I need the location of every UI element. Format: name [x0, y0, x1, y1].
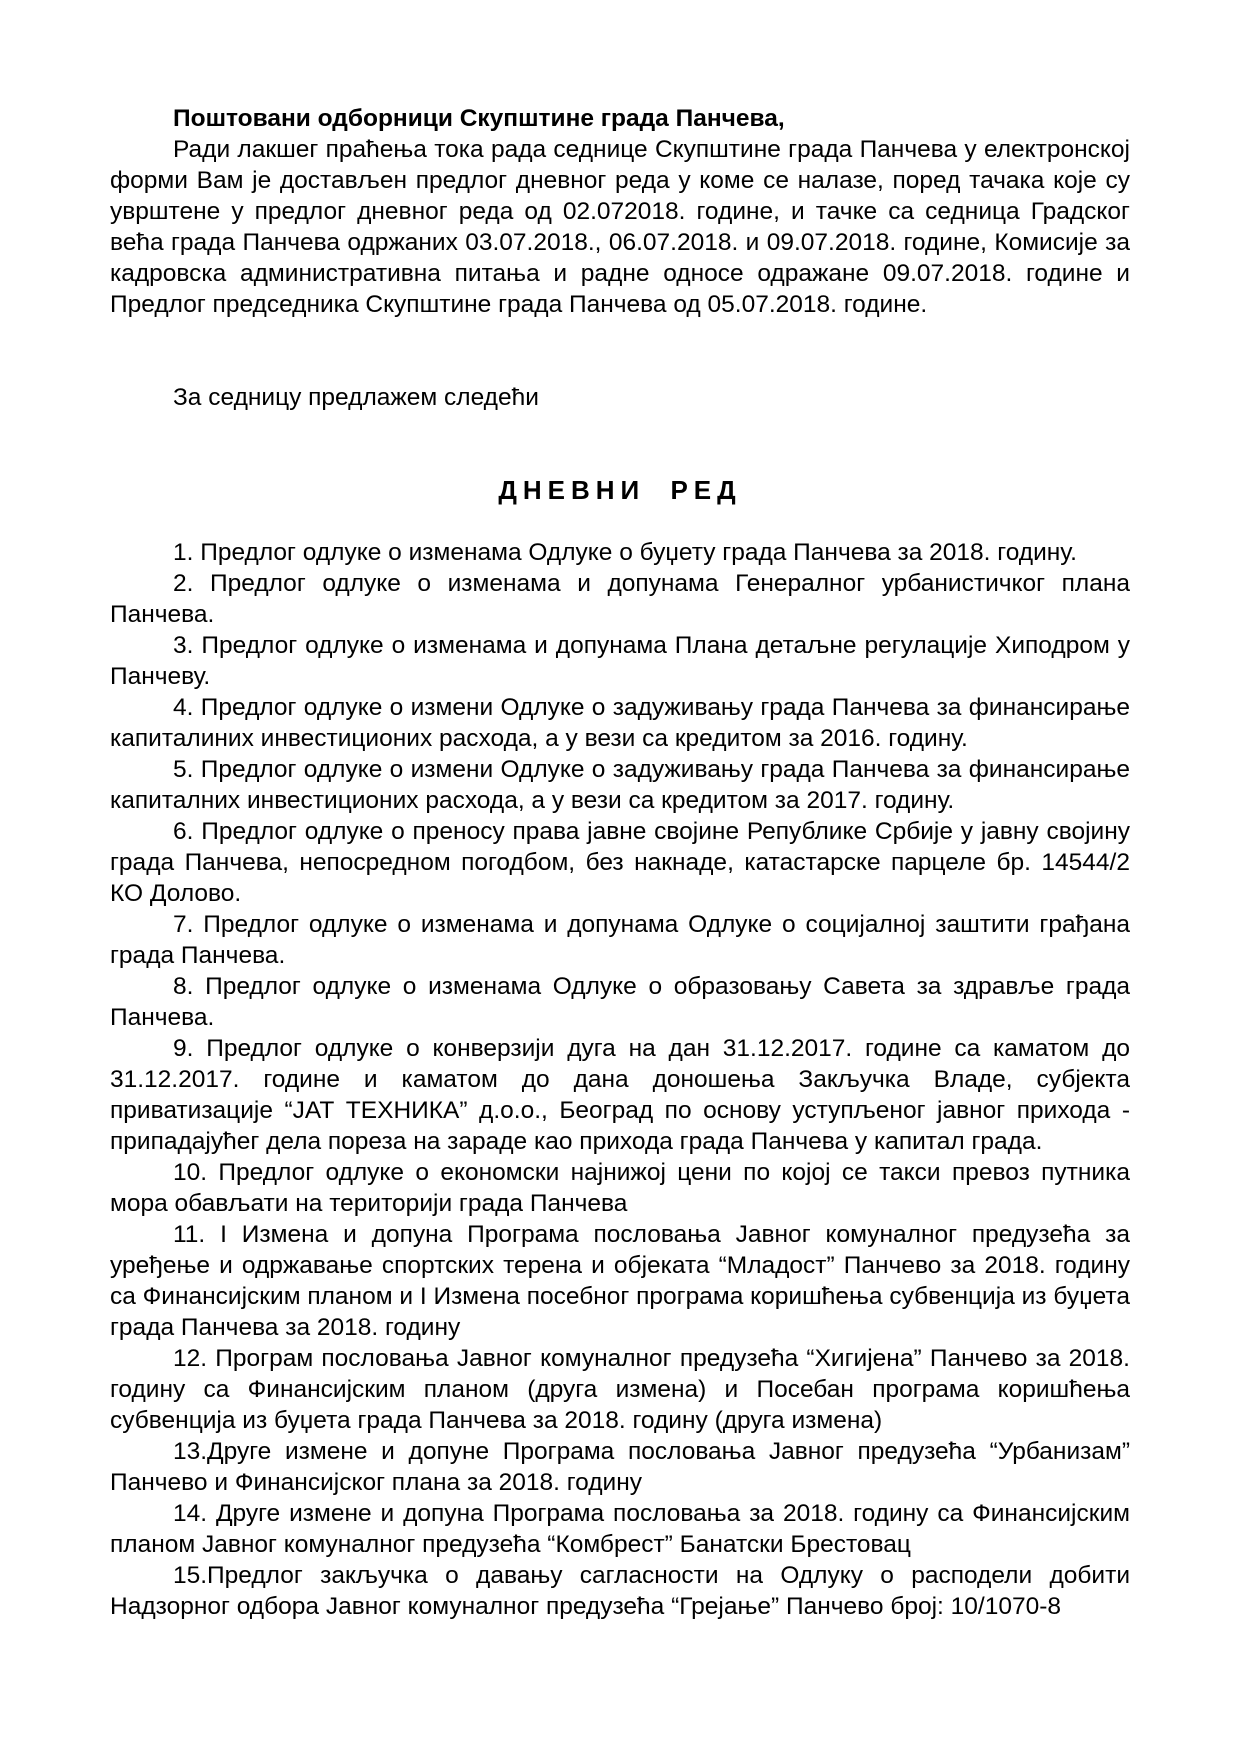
salutation-line: Поштовани одборници Скупштине града Панчева,	[173, 105, 785, 132]
agenda-item: 5. Предлог одлуке о измени Одлуке о задуживању града Панчева за финансирање капиталних инвестиционих расхода, а у вези са кредитом за 2017. годину.	[110, 756, 1130, 814]
agenda-item: 11. I Измена и допуна Програма пословања Јавног комуналног предузећа за уређење и одржавање спортских терена и објеката “Младост” Панчево за 2018. годину са Финансијским планом и I Измена посебног програма коришћења субвенција из буџета града Панчева за 2018. годину	[110, 1221, 1131, 1341]
intro-paragraph: Ради лакшег праћења тока рада седнице Скупштине града Панчева у електронској форми Вам је достављен предлог дневног реда у коме се налазе, поред тачака које су уврштене у предлог дневног реда од 02.072018. године, и тачке са седница Градског већа града Панчева одржаних 03.07.2018., 06.07.2018. и 09.07.2018. године, Комисије за кадровска административна питања и радне односе одражане 09.07.2018. године и Предлог председника Скупштине града Панчева од 05.07.2018. године.	[110, 136, 1130, 318]
agenda-item: 7. Предлог одлуке о изменама и допунама Одлуке о социјалној заштити грађана града Панчева.	[110, 911, 1130, 969]
agenda-item: 10. Предлог одлуке о економски најнижој цени по којој се такси превоз путника мора обављати на територији града Панчева	[110, 1159, 1130, 1217]
agenda-item: 2. Предлог одлуке о изменама и допунама Генералног урбанистичког плана Панчева.	[110, 570, 1130, 628]
agenda-item: 3. Предлог одлуке о изменама и допунама Плана детаљне регулације Хиподром у Панчеву.	[110, 632, 1130, 690]
agenda-item: 8. Предлог одлуке о изменама Одлуке о образовању Савета за здравље града Панчева.	[110, 973, 1130, 1031]
agenda-item: 1. Предлог одлуке о изменама Одлуке о буџету града Панчева за 2018. годину.	[173, 539, 1077, 566]
agenda-item: 6. Предлог одлуке о преносу права јавне својине Републике Србије у јавну својину града Панчева, непосредном погодбом, без накнаде, катастарске парцеле бр. 14544/2 КО Долово.	[110, 818, 1130, 907]
proposal-line: За седницу предлажем следећи	[173, 384, 539, 411]
agenda-item: 14. Друге измене и допуна Програма пословања за 2018. годину са Финансијским планом Јавног комуналног предузећа “Комбрест” Банатски Брестовац	[110, 1500, 1130, 1558]
agenda-item: 4. Предлог одлуке о измени Одлуке о задуживању града Панчева за финансирање капиталиних инвестиционих расхода, а у вези са кредитом за 2016. годину.	[110, 694, 1130, 752]
agenda-item: 13.Друге измене и допуне Програма пословања Јавног предузећа “Урбанизам” Панчево и Финансијског плана за 2018. годину	[110, 1438, 1130, 1496]
agenda-item: 12. Програм пословања Јавног комуналног предузећа “Хигијена” Панчево за 2018. годину са Финансијским планом (друга измена) и Посебан програма коришћења субвенција из буџета града Панчева за 2018. годину (друга измена)	[110, 1345, 1130, 1434]
agenda-heading: ДНЕВНИ РЕД	[498, 475, 742, 505]
agenda-item: 15.Предлог закључка о давању сагласности на Одлуку о расподели добити Надзорног одбора Јавног комуналног предузећа “Грејање” Панчево број: 10/1070-8	[110, 1562, 1130, 1620]
agenda-item: 9. Предлог одлуке о конверзији дуга на дан 31.12.2017. године са каматом до 31.12.2017. године и каматом до дана доношења Закључка Владе, субјекта приватизације “ЈАТ ТЕХНИКА” д.о.о., Београд по основу уступљеног јавног прихода - припадајућег дела пореза на зараде као прихода града Панчева у капитал града.	[110, 1035, 1130, 1155]
agenda-list	[110, 537, 1130, 1622]
